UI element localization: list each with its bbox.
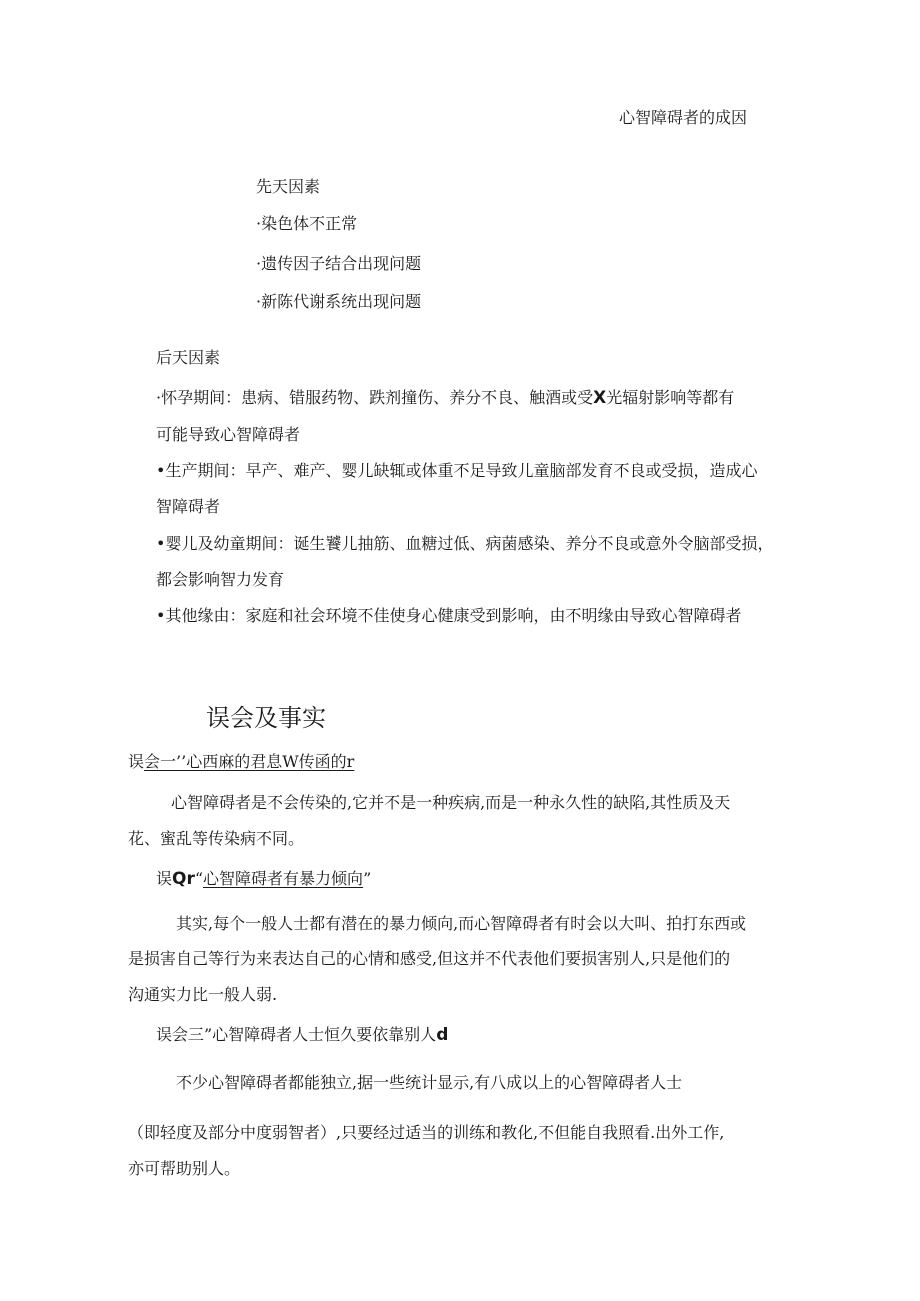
acquired-infant-line2: 都会影响智力发育 bbox=[156, 570, 285, 589]
acquired-birth-line1: •生产期间：早产、难产、婴儿缺辄或体重不足导致儿童脑部发育不良或受损，造成心 bbox=[156, 461, 758, 480]
page-title: 心智障碍者的成因 bbox=[619, 108, 748, 127]
myth2-paragraph-line3: 沟通实力比一般人弱. bbox=[128, 985, 278, 1004]
myth2-paragraph-line2: 是损害自己等行为来表达自己的心情和感受,但这并不代表他们要损害别人,只是他们的 bbox=[128, 949, 731, 968]
congenital-item: ·新陈代谢系统出现问题 bbox=[256, 292, 422, 311]
myth3-paragraph-line1: 不少心智障碍者都能独立,据一些统计显示,有八成以上的心智障碍者人士 bbox=[176, 1073, 683, 1092]
myth1-title-text: 会一’’心西麻的君息W传函的r bbox=[144, 752, 355, 771]
acquired-heading: 后天因素 bbox=[156, 348, 221, 367]
myth1-prefix: 误 bbox=[128, 752, 145, 771]
myths-heading: 误会及事实 bbox=[206, 704, 326, 732]
myth2-quote-close: ” bbox=[363, 869, 372, 888]
acquired-infant-line1: •婴儿及幼童期间：诞生饕儿抽筋、血糖过低、病菌感染、养分不良或意外令脑部受损， bbox=[156, 534, 774, 553]
myth2-prefix: 误 bbox=[156, 869, 173, 888]
myth1-paragraph-line1: 心智障碍者是不会传染的,它并不是一种疾病,而是一种永久性的缺陷,其性质及天 bbox=[171, 793, 731, 812]
myth2-paragraph-line1: 其实,每个一般人士都有潜在的暴力倾向,而心智障碍者有时会以大叫、拍打东西或 bbox=[176, 914, 747, 933]
myth3-paragraph-line3: 亦可帮助别人。 bbox=[128, 1159, 241, 1178]
acquired-other-line1: •其他缘由：家庭和社会环境不佳使身心健康受到影响，由不明缘由导致心智障碍者 bbox=[156, 606, 742, 625]
myth2-bold-mark: Qr bbox=[172, 869, 195, 889]
myth3-bold-mark: d bbox=[436, 1025, 449, 1045]
myth2-quote-open: “ bbox=[194, 869, 204, 888]
congenital-item: ·遗传因子结合出现问题 bbox=[256, 254, 422, 273]
myth1-paragraph-line2: 花、蜜乱等传染病不同。 bbox=[128, 829, 305, 848]
myth3-title bbox=[156, 1025, 448, 1045]
acquired-birth-line2: 智障碍者 bbox=[156, 497, 221, 516]
pregnancy-x-mark: X bbox=[593, 388, 607, 408]
myth3-title-text: 误会三”心智障碍者人士恒久要依靠别人 bbox=[156, 1025, 437, 1044]
acquired-pregnancy-line1 bbox=[156, 388, 734, 408]
myth2-title bbox=[156, 869, 371, 889]
pregnancy-text-a: ·怀孕期间：患病、错服药物、跌剂撞伤、养分不良、触酒或受 bbox=[156, 388, 594, 407]
congenital-heading: 先天因素 bbox=[256, 177, 321, 196]
congenital-item: ·染色体不正常 bbox=[256, 214, 358, 233]
acquired-pregnancy-line2: 可能导致心智障碍者 bbox=[156, 425, 301, 444]
myth1-title bbox=[128, 752, 354, 772]
myth2-title-text: 心智障碍者有暴力倾向 bbox=[203, 869, 364, 888]
pregnancy-text-c: 光辐射影响等都有 bbox=[606, 388, 735, 407]
myth3-paragraph-line2: （即轻度及部分中度弱智者）,只要经过适当的训练和教化,不但能自我照看.出外工作, bbox=[128, 1123, 725, 1142]
